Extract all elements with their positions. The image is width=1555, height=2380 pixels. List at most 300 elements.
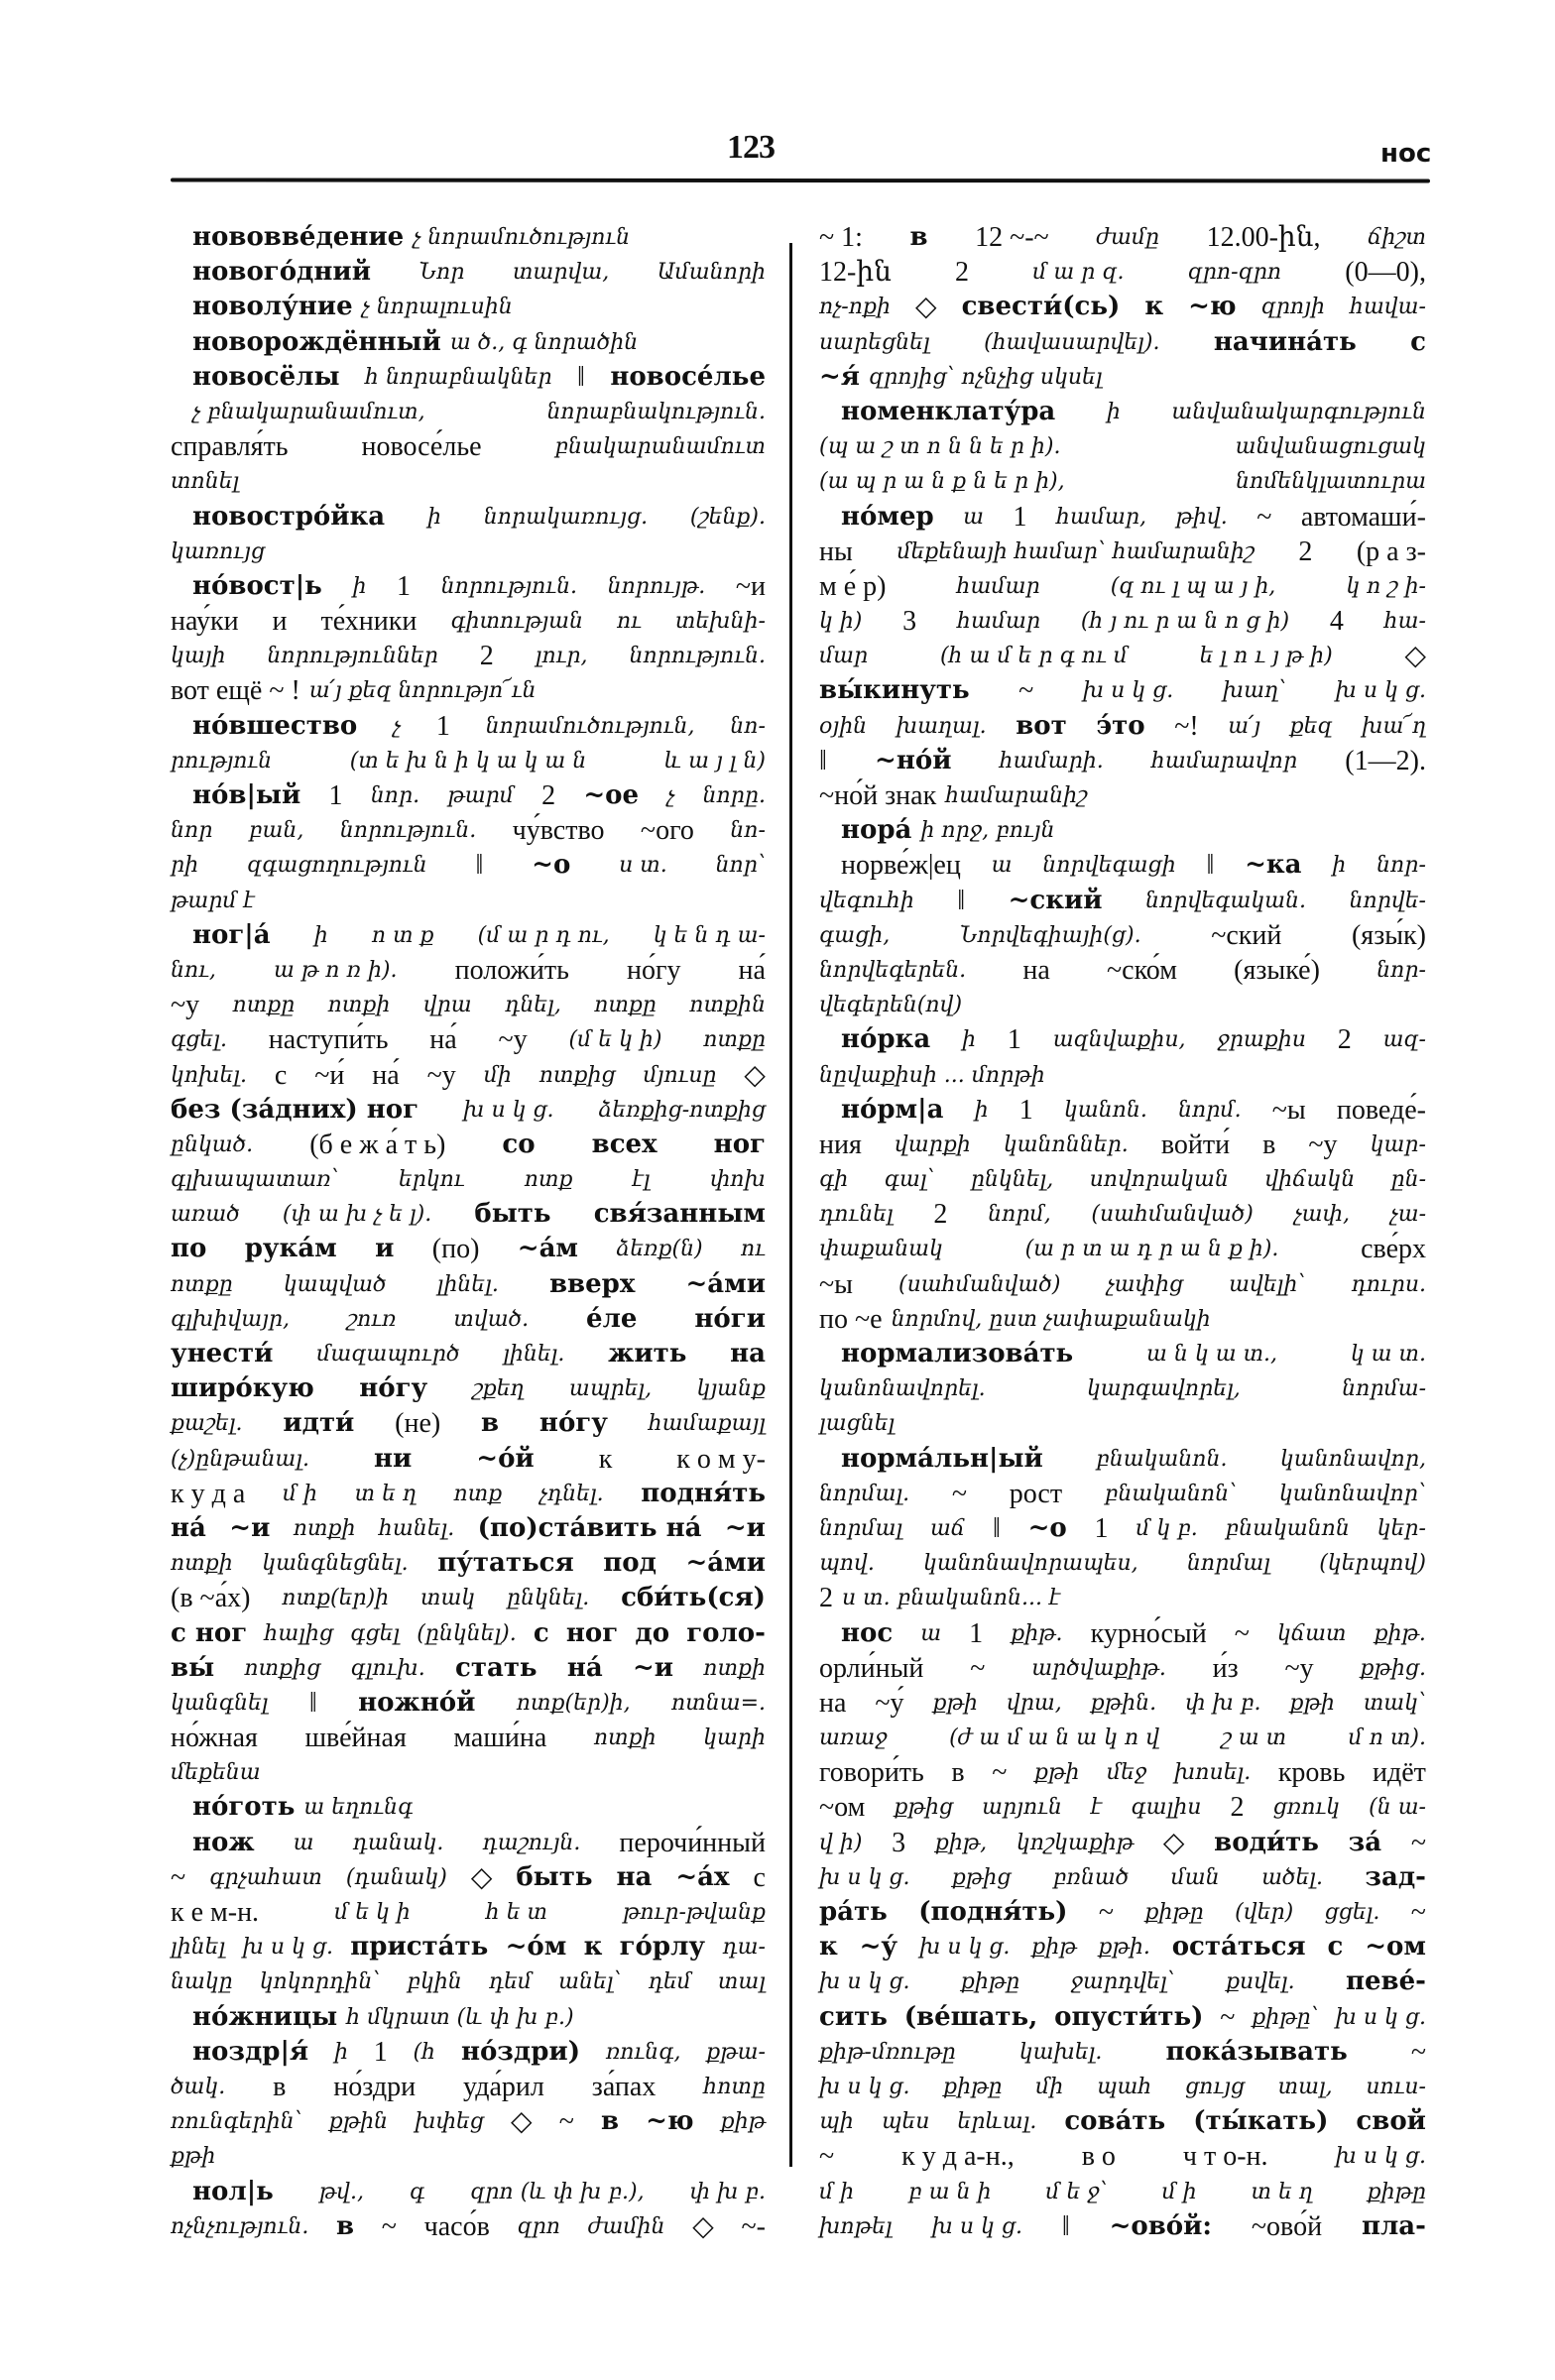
armenian-text: հանել. <box>378 1515 455 1541</box>
armenian-text: (կերպով) <box>1319 1551 1426 1577</box>
headword-text: но́жницы <box>192 2001 338 2032</box>
armenian-text: խ ս կ ց. <box>819 2074 910 2099</box>
line-content <box>819 569 1426 604</box>
line-content <box>192 569 766 604</box>
dictionary-line <box>819 1790 1426 1825</box>
russian-text: ‖ <box>308 1687 317 1719</box>
line-content <box>171 1022 766 1057</box>
armenian-text: հոտը <box>703 2074 766 2099</box>
russian-text: 1 <box>1018 1094 1033 1126</box>
armenian-text: մի <box>483 1062 512 1088</box>
line-content <box>819 639 1426 673</box>
armenian-text: ի <box>333 2039 348 2065</box>
armenian-text: նոր. <box>370 783 420 808</box>
armenian-text: քթի <box>932 1690 978 1716</box>
armenian-text: համար, <box>1055 504 1147 530</box>
russian-text: (не) <box>395 1408 441 1440</box>
line-content <box>819 1930 1426 1964</box>
armenian-text: ջրաքիս <box>1217 1027 1306 1053</box>
russian-text: ~у <box>1308 1129 1338 1160</box>
armenian-text: նորը. <box>702 783 766 808</box>
line-content <box>171 1895 766 1930</box>
dictionary-line <box>819 1128 1426 1162</box>
russian-text: шве́йная <box>304 1723 407 1754</box>
armenian-text: ոտքը <box>171 1271 233 1297</box>
dictionary-line <box>171 1058 766 1093</box>
russian-text: ~ <box>970 1652 986 1684</box>
armenian-text: քիթը <box>943 2074 1003 2099</box>
dictionary-line <box>819 953 1426 988</box>
armenian-text: մեջ <box>1106 1760 1147 1786</box>
line-content <box>819 1651 1426 1686</box>
armenian-text: զրո (և փ խ բ.), <box>470 2179 645 2204</box>
armenian-text: ռունգ, <box>605 2039 681 2065</box>
russian-text: в <box>1262 1129 1276 1160</box>
russian-text: ◇ <box>744 1059 766 1091</box>
armenian-text: վրա, <box>1006 1690 1062 1716</box>
armenian-text: քթի <box>1289 1690 1335 1716</box>
headword-text: ~ский <box>1008 885 1103 915</box>
right-column <box>819 220 1426 2244</box>
armenian-text: ս տ. բնականոն... է <box>842 1586 1061 1611</box>
line-content <box>171 953 766 988</box>
dictionary-line <box>819 1337 1426 1371</box>
armenian-text: տ ե ղ <box>354 1481 417 1506</box>
armenian-text: խոթել <box>819 2213 893 2239</box>
dictionary-line <box>819 639 1426 673</box>
dictionary-line <box>819 744 1426 778</box>
armenian-text: ձեռք(ն) <box>616 1237 703 1262</box>
armenian-text: նոր՝ <box>715 853 766 879</box>
armenian-text: ոչնչություն. <box>171 2213 309 2239</box>
line-content <box>171 429 766 464</box>
dictionary-line <box>819 848 1426 883</box>
dictionary-line <box>171 1511 766 1546</box>
armenian-text: սովորական <box>1089 1167 1229 1193</box>
armenian-text: վիճակն <box>1264 1167 1356 1193</box>
headword-text: голо- <box>686 1617 766 1648</box>
armenian-text: ազնվաքիս, <box>1052 1027 1186 1053</box>
line-content <box>192 220 766 255</box>
dictionary-line <box>171 1371 766 1406</box>
russian-text: 1 <box>397 570 412 602</box>
dictionary-line <box>819 1197 1426 1232</box>
russian-text: с <box>274 1059 288 1091</box>
headword-text: с <box>1410 326 1426 357</box>
armenian-text: զրո-զրո <box>1187 260 1282 286</box>
russian-text: курно́сый <box>1090 1617 1207 1649</box>
headword-text: ножно́й <box>358 1687 476 1718</box>
armenian-text: կ ի) <box>819 609 863 635</box>
line-content <box>819 1197 1426 1232</box>
dictionary-line <box>819 884 1426 918</box>
armenian-text: թիվ. <box>1175 504 1228 530</box>
line-content <box>171 884 766 918</box>
headword-text: ~ом <box>1365 1932 1426 1963</box>
headword-text: но́вост|ь <box>192 570 322 601</box>
armenian-text: փ խ բ. <box>689 2179 766 2204</box>
line-content <box>819 1232 1426 1266</box>
russian-text: перочи́нный <box>619 1827 766 1858</box>
armenian-text: թուր-թվանք <box>622 1900 766 1925</box>
russian-text: ~ <box>381 2210 397 2242</box>
armenian-text: ա <box>920 1620 942 1646</box>
armenian-text: կանգնել <box>171 1690 269 1716</box>
line-content <box>171 2209 766 2244</box>
headword-text: к <box>1144 292 1164 322</box>
line-content <box>819 1895 1426 1930</box>
armenian-text: նորմ. <box>1177 1097 1242 1123</box>
line-content <box>171 535 766 569</box>
russian-text: ~и <box>735 570 766 602</box>
line-content <box>841 1022 1426 1057</box>
headword-text: к <box>819 1932 838 1963</box>
armenian-text: քիթ. <box>1011 1620 1063 1646</box>
russian-text: ~ого <box>640 815 694 847</box>
russian-text: ‖ <box>1206 850 1215 882</box>
headword-text: новосе́лье <box>610 361 766 392</box>
russian-text: ~и́ <box>314 1059 345 1091</box>
russian-text: орли́ный <box>819 1652 924 1684</box>
line-content <box>171 744 766 778</box>
headword-text: э́то <box>1096 710 1145 741</box>
headword-text: свести́(сь) <box>961 292 1121 322</box>
headword-text: опусти́ть) <box>1054 2001 1204 2032</box>
headword-text: пу́таться <box>437 1548 574 1579</box>
dictionary-line <box>171 1162 766 1197</box>
headword-text: (ты́кать) <box>1193 2106 1329 2137</box>
dictionary-line <box>171 464 766 499</box>
dictionary-line <box>819 1232 1426 1266</box>
armenian-text: դաշույն. <box>482 1830 581 1855</box>
headword-text: ~ка <box>1245 850 1302 881</box>
line-content <box>819 2070 1426 2104</box>
armenian-text: ածել. <box>1261 1864 1323 1890</box>
armenian-text: (սահմանված) <box>1091 1202 1254 1228</box>
armenian-text: չ նորալուսին <box>361 295 513 320</box>
russian-text: (язы́к) <box>1351 919 1426 951</box>
russian-text: ч т о-н. <box>1182 2141 1268 2173</box>
line-content <box>819 429 1426 464</box>
russian-text: (р а з- <box>1356 536 1426 567</box>
armenian-text: ա՛յ քեզ նորությո՜ւն <box>308 678 537 704</box>
russian-text: на́ <box>429 1024 457 1056</box>
line-content <box>192 325 766 360</box>
line-content <box>841 813 1426 848</box>
russian-text: на́ <box>372 1059 400 1091</box>
dictionary-line <box>171 2104 766 2139</box>
armenian-text: քիթը <box>1144 1900 1204 1925</box>
line-content <box>819 744 1426 778</box>
armenian-text: զրոյի <box>1260 295 1325 320</box>
dictionary-line <box>819 325 1426 360</box>
headword-text: ноздр|я́ <box>192 2036 309 2067</box>
armenian-text: կանոններ. <box>1003 1131 1129 1157</box>
line-content <box>171 1442 766 1477</box>
dictionary-line <box>171 2139 766 2174</box>
dictionary-line <box>819 778 1426 813</box>
line-content <box>171 813 766 848</box>
headword-text: сова́ть <box>1064 2106 1166 2137</box>
line-content <box>192 500 766 535</box>
headword-text: сить <box>819 2001 888 2032</box>
headword-text: (по)ста́вить на́ <box>477 1512 702 1543</box>
armenian-text: կոկորդին՝ <box>259 1969 381 1995</box>
armenian-text: քթից <box>951 1864 1012 1890</box>
armenian-text: խ ս կ ց. <box>1335 2144 1426 2170</box>
russian-text: 1 <box>969 1617 984 1649</box>
russian-text: ~ <box>992 1757 1008 1789</box>
russian-text: ~ <box>1018 675 1034 707</box>
dictionary-line <box>819 290 1426 324</box>
headword-text: нол|ь <box>192 2176 274 2206</box>
dictionary-line <box>171 1128 766 1162</box>
dictionary-line <box>171 778 766 813</box>
armenian-text: քիթը՝ <box>1252 2004 1319 2030</box>
armenian-text: քիթ. <box>1374 1620 1426 1646</box>
line-content <box>171 1093 766 1128</box>
line-content <box>841 848 1426 883</box>
armenian-text: շուռ <box>346 1306 397 1332</box>
headword-text: но́вшество <box>192 710 358 741</box>
armenian-text: նորմով, ըստ չափաքանակի <box>891 1306 1211 1332</box>
line-content <box>171 1197 766 1232</box>
line-content <box>819 1406 1426 1441</box>
dictionary-line <box>171 1964 766 1999</box>
line-content <box>819 535 1426 569</box>
armenian-text: համար <box>956 609 1041 635</box>
russian-text: в <box>273 2071 287 2102</box>
armenian-text: մ ե ջ՝ <box>1045 2179 1108 2204</box>
armenian-text: տալ <box>717 1969 766 1995</box>
headword-text: но́в|ый <box>192 780 301 810</box>
russian-text: ‖ <box>475 850 484 882</box>
armenian-text: ոտքը <box>703 1027 766 1053</box>
headword-text: ~а́ми <box>685 1548 766 1579</box>
russian-text: ~у <box>498 1024 528 1056</box>
dictionary-line <box>171 848 766 883</box>
armenian-text: քթից. <box>1360 1655 1426 1681</box>
armenian-text: նորմա- <box>1342 1376 1426 1402</box>
line-content <box>819 884 1426 918</box>
armenian-text: խ ս կ ց. <box>1082 678 1174 704</box>
armenian-text: քիթ <box>720 2109 766 2135</box>
russian-text: (в ~а́х) <box>171 1583 251 1614</box>
armenian-text: տեխնի- <box>674 609 766 635</box>
russian-text: ‖ <box>992 1512 1001 1544</box>
armenian-text: տոնել <box>171 469 240 495</box>
line-content <box>841 1093 1426 1128</box>
headword-text: ~ое <box>583 780 640 810</box>
armenian-text: ոտնա=. <box>670 1690 766 1716</box>
dictionary-line <box>171 639 766 673</box>
dictionary-line <box>171 1616 766 1651</box>
dictionary-line <box>171 325 766 360</box>
armenian-text: զրո <box>517 2213 561 2239</box>
armenian-text: թարմ է <box>171 888 255 913</box>
dictionary-line <box>819 500 1426 535</box>
dictionary-line <box>171 1232 766 1266</box>
armenian-text: ոտք <box>453 1481 503 1506</box>
line-content <box>171 1930 766 1964</box>
armenian-text: բան, <box>248 818 304 844</box>
russian-text: но́жная <box>171 1723 258 1754</box>
dictionary-line <box>819 1477 1426 1511</box>
dictionary-line <box>171 953 766 988</box>
armenian-text: նորություններ <box>267 644 438 669</box>
armenian-text: (ա ր տ ա դ ր ա ն ք ի). <box>1024 1237 1279 1262</box>
armenian-text: ոտք <box>524 1167 573 1193</box>
armenian-text: հա- <box>1383 609 1426 635</box>
armenian-text: դունել <box>819 1202 894 1228</box>
headword-text: рука́м <box>244 1234 337 1264</box>
dictionary-line <box>819 395 1426 429</box>
russian-text: 1 <box>328 780 343 811</box>
dictionary-line <box>171 604 766 639</box>
armenian-text: խ ս կ ց. <box>918 1935 1011 1961</box>
russian-text: на <box>1022 954 1050 986</box>
header-rule <box>171 178 1430 182</box>
armenian-text: ա ծ., գ նորածին <box>449 329 639 355</box>
armenian-text: լուր, <box>535 644 588 669</box>
headword-text: новостро́йка <box>192 501 386 532</box>
armenian-text: խ ս կ ց. <box>242 1935 333 1961</box>
armenian-text: մ ե կ ի <box>334 1900 411 1925</box>
line-content <box>819 709 1426 744</box>
dictionary-line <box>171 1826 766 1860</box>
russian-text: чу́вство <box>512 815 605 847</box>
armenian-text: մ ո տ). <box>1348 1726 1426 1751</box>
armenian-text: մյուսը <box>643 1062 717 1088</box>
russian-text: на́ <box>738 954 766 986</box>
line-content <box>192 1826 766 1860</box>
headword-text: нормализова́ть <box>841 1339 1074 1368</box>
armenian-text: չդնել. <box>538 1481 604 1506</box>
armenian-text: (տ ե խ ն ի կ ա կ ա ն <box>349 748 587 774</box>
armenian-text: փաքանակ <box>819 1237 943 1262</box>
armenian-text: ջարդվել՝ <box>1070 1969 1175 1995</box>
line-content <box>192 290 766 324</box>
armenian-text: կանոնավորել. <box>819 1376 986 1402</box>
armenian-text: խա՜ղ <box>1362 713 1426 739</box>
line-content <box>819 1826 1426 1860</box>
dictionary-line <box>819 569 1426 604</box>
armenian-text: մ ի <box>282 1481 318 1506</box>
russian-text: ~ <box>1410 1897 1426 1928</box>
line-content <box>819 360 1426 395</box>
line-content <box>171 1232 766 1266</box>
line-content <box>841 395 1426 429</box>
line-content <box>171 1371 766 1406</box>
armenian-text: կանգնեցնել. <box>262 1551 409 1577</box>
armenian-text: արծվաքիթ. <box>1031 1655 1166 1681</box>
line-content <box>192 1790 766 1825</box>
armenian-text: ա <box>991 853 1013 879</box>
line-content <box>819 1790 1426 1825</box>
russian-text: 2 <box>955 257 970 289</box>
russian-text: автомаши́- <box>1300 501 1426 533</box>
armenian-text: բնականոն. <box>1096 1446 1228 1472</box>
armenian-text: ա եղունգ <box>303 1795 414 1821</box>
armenian-text: կ ո շ ի- <box>1346 573 1426 599</box>
armenian-text: զգացողություն <box>246 853 427 879</box>
armenian-text: բնականոն՝ <box>1104 1481 1238 1506</box>
dictionary-line <box>819 2175 1426 2209</box>
headword-text: сби́ть(ся) <box>621 1583 766 1613</box>
armenian-text: խ ս կ ց. <box>819 1969 910 1995</box>
russian-text: часо́в <box>423 2210 490 2242</box>
headword-text: стать <box>455 1652 538 1683</box>
armenian-text: ոտքի <box>171 1551 233 1577</box>
headword-text: до <box>635 1617 670 1648</box>
headword-text: с <box>1327 1932 1344 1963</box>
armenian-text: թվ., <box>318 2179 364 2204</box>
line-content <box>819 1302 1426 1337</box>
armenian-text: խաղալ. <box>896 713 987 739</box>
line-content <box>192 255 766 290</box>
headword-text: широ́кую <box>171 1373 314 1404</box>
armenian-text: ռունգերին՝ <box>171 2109 302 2135</box>
russian-text: 2 <box>1230 1792 1245 1824</box>
russian-text: ◇ <box>692 2210 714 2242</box>
armenian-text: նոմենկլատուրա <box>1235 469 1426 495</box>
armenian-text: կար- <box>1370 1131 1426 1157</box>
armenian-text: անվանակարգություն <box>1171 399 1426 424</box>
armenian-text: սարեցնել <box>819 329 930 355</box>
armenian-text: կանոնավորապես, <box>923 1551 1138 1577</box>
armenian-text: քթի <box>1033 1760 1080 1786</box>
headword-text: новосёлы <box>192 361 340 392</box>
armenian-text: ձեռքից-ոտքից <box>598 1097 766 1123</box>
armenian-text: (ա պ ր ա ն ք ն ե ր ի), <box>819 469 1065 495</box>
russian-text: ~ы <box>1271 1094 1306 1126</box>
armenian-text: ընկած. <box>171 1131 254 1157</box>
headword-text: нора́ <box>841 815 912 846</box>
russian-text: по ~е <box>819 1303 883 1335</box>
line-content <box>171 848 766 883</box>
armenian-text: վեգերեն(ով) <box>819 993 963 1018</box>
armenian-text: ոտք(եր)ի <box>282 1586 390 1611</box>
armenian-text: ոտքի <box>593 1726 657 1751</box>
russian-text: м е́ р) <box>819 570 887 602</box>
headword-text: но́гу <box>538 1408 608 1439</box>
dictionary-line <box>171 1302 766 1337</box>
headword-text: ~но́й <box>875 745 952 775</box>
armenian-text: քեզ <box>1289 713 1333 739</box>
headword-text: но́рка <box>841 1024 931 1055</box>
armenian-text: կարգավորել, <box>1086 1376 1241 1402</box>
dictionary-line <box>819 1093 1426 1128</box>
armenian-text: ի <box>962 1027 976 1053</box>
russian-text: ны <box>819 536 853 567</box>
dictionary-line <box>819 2104 1426 2139</box>
dictionary-line <box>171 2070 766 2104</box>
line-content <box>171 464 766 499</box>
dictionary-line <box>819 2000 1426 2035</box>
russian-text: новосе́лье <box>361 431 482 463</box>
headword-text: ног|а́ <box>192 919 271 950</box>
armenian-text: ի <box>313 922 328 948</box>
line-content <box>819 2035 1426 2070</box>
armenian-text: ա ն կ ա տ., <box>1146 1342 1278 1367</box>
armenian-text: նո- <box>730 713 766 739</box>
russian-text: 1 <box>1013 501 1027 533</box>
russian-text: ‖ <box>576 361 585 393</box>
armenian-text: ազ- <box>1382 1027 1426 1053</box>
headword-text: унести́ <box>171 1339 274 1368</box>
line-content <box>171 988 766 1022</box>
russian-text: 12.00-ին, <box>1206 222 1321 253</box>
